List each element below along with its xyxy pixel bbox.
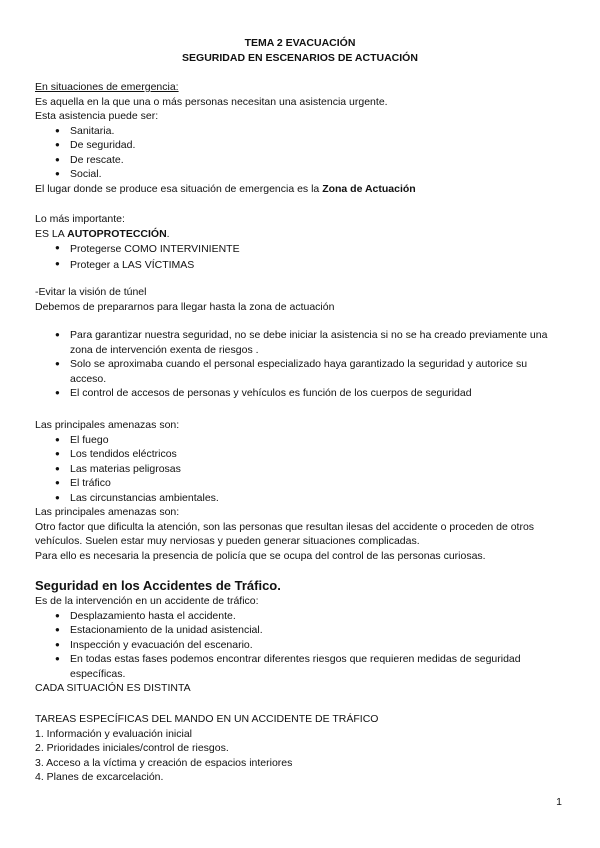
autoprotection-prefix: ES LA <box>35 227 68 240</box>
tasks-heading: TAREAS ESPECÍFICAS DEL MANDO EN UN ACCIDENTE DE TRÁFICO <box>35 713 379 725</box>
document-title <box>0 36 600 66</box>
threats-heading-2: Las principales amenazas son: <box>35 506 180 518</box>
threats-heading: Las principales amenazas son: <box>35 419 180 431</box>
list-item: ● Social. <box>35 167 570 182</box>
list-item: ● Inspección y evacuación del escenario. <box>35 638 570 653</box>
zone-prefix: El lugar donde se produce esa situación de emergencia es la <box>35 182 323 195</box>
important-list <box>35 241 570 272</box>
emergency-section <box>35 80 570 196</box>
traffic-section <box>35 577 570 696</box>
title-line-1: TEMA 2 EVACUACIÓN <box>244 37 356 49</box>
list-item: ● De rescate. <box>35 153 570 168</box>
autoprotection-bold: AUTOPROTECCIÓN <box>67 227 167 240</box>
tunnel-section <box>35 285 570 401</box>
list-item: ● Sanitaria. <box>35 124 570 139</box>
list-item: ● El fuego <box>35 433 570 448</box>
list-item: ● Desplazamiento hasta el accidente. <box>35 609 570 624</box>
list-item: ● Las circunstancias ambientales. <box>35 491 570 506</box>
tunnel-line-2: Debemos de prepararnos para llegar hasta la zona de actuación <box>35 300 335 313</box>
emergency-types-list <box>35 124 570 182</box>
title-line-2: SEGURIDAD EN ESCENARIOS DE ACTUACIÓN <box>182 52 418 64</box>
list-item: ● El control de accesos de personas y vehículos es función de los cuerpos de seguridad <box>35 386 570 401</box>
important-intro: Lo más importante: <box>35 213 125 225</box>
list-item: ● Protegerse COMO INTERVINIENTE <box>35 241 570 257</box>
threats-paragraph-2: Para ello es necesaria la presencia de policía que se ocupa del control de las personas curiosas. <box>35 549 486 562</box>
traffic-intro: Es de la intervención en un accidente de tráfico: <box>35 595 259 607</box>
tunnel-list <box>35 328 570 401</box>
emergency-definition: Es aquella en la que una o más personas necesitan una asistencia urgente. <box>35 95 388 108</box>
list-item: ● El tráfico <box>35 476 570 491</box>
autoprotection-line <box>35 227 570 242</box>
threats-list <box>35 433 570 506</box>
list-item: ● Las materias peligrosas <box>35 462 570 477</box>
list-item: ● En todas estas fases podemos encontrar diferentes riesgos que requieren medidas de seguridad específicas. <box>35 652 570 681</box>
task-item: 4. Planes de excarcelación. <box>35 771 164 783</box>
task-item: 1. Información y evaluación inicial <box>35 727 192 740</box>
task-item: 3. Acceso a la víctima y creación de espacios interiores <box>35 756 293 769</box>
threats-paragraph-1: Otro factor que dificulta la atención, son las personas que resultan ilesas del accidente o proceden de otros vehículos. Suelen estar muy nerviosas y pueden generar situaciones complicadas. <box>35 520 535 547</box>
list-item: ● Para garantizar nuestra seguridad, no se debe iniciar la asistencia si no se ha creado previamente una zona de intervención exenta de riesgos . <box>35 328 570 357</box>
tasks-section <box>35 712 570 785</box>
page-number: 1 <box>556 796 562 808</box>
traffic-heading: Seguridad en los Accidentes de Tráfico. <box>35 578 281 593</box>
list-item: ● Proteger a LAS VÍCTIMAS <box>35 257 570 273</box>
emergency-types-intro: Esta asistencia puede ser: <box>35 110 159 122</box>
autoprotection-suffix: . <box>166 227 170 240</box>
each-situation-distinct: CADA SITUACIÓN ES DISTINTA <box>35 682 191 694</box>
traffic-list <box>35 609 570 682</box>
emergency-heading: En situaciones de emergencia: <box>35 81 179 93</box>
zone-line <box>35 182 570 197</box>
list-item: ● Solo se aproximaba cuando el personal especializado haya garantizado la seguridad y autorice su acceso. <box>35 357 570 386</box>
tunnel-line-1: -Evitar la visión de túnel <box>35 286 147 298</box>
list-item: ● Los tendidos eléctricos <box>35 447 570 462</box>
important-section <box>35 212 570 272</box>
list-item: ● De seguridad. <box>35 138 570 153</box>
threats-section <box>35 418 570 563</box>
zone-bold: Zona de Actuación <box>322 182 416 195</box>
list-item: ● Estacionamiento de la unidad asistencial. <box>35 623 570 638</box>
task-item: 2. Prioridades iniciales/control de riesgos. <box>35 742 229 754</box>
